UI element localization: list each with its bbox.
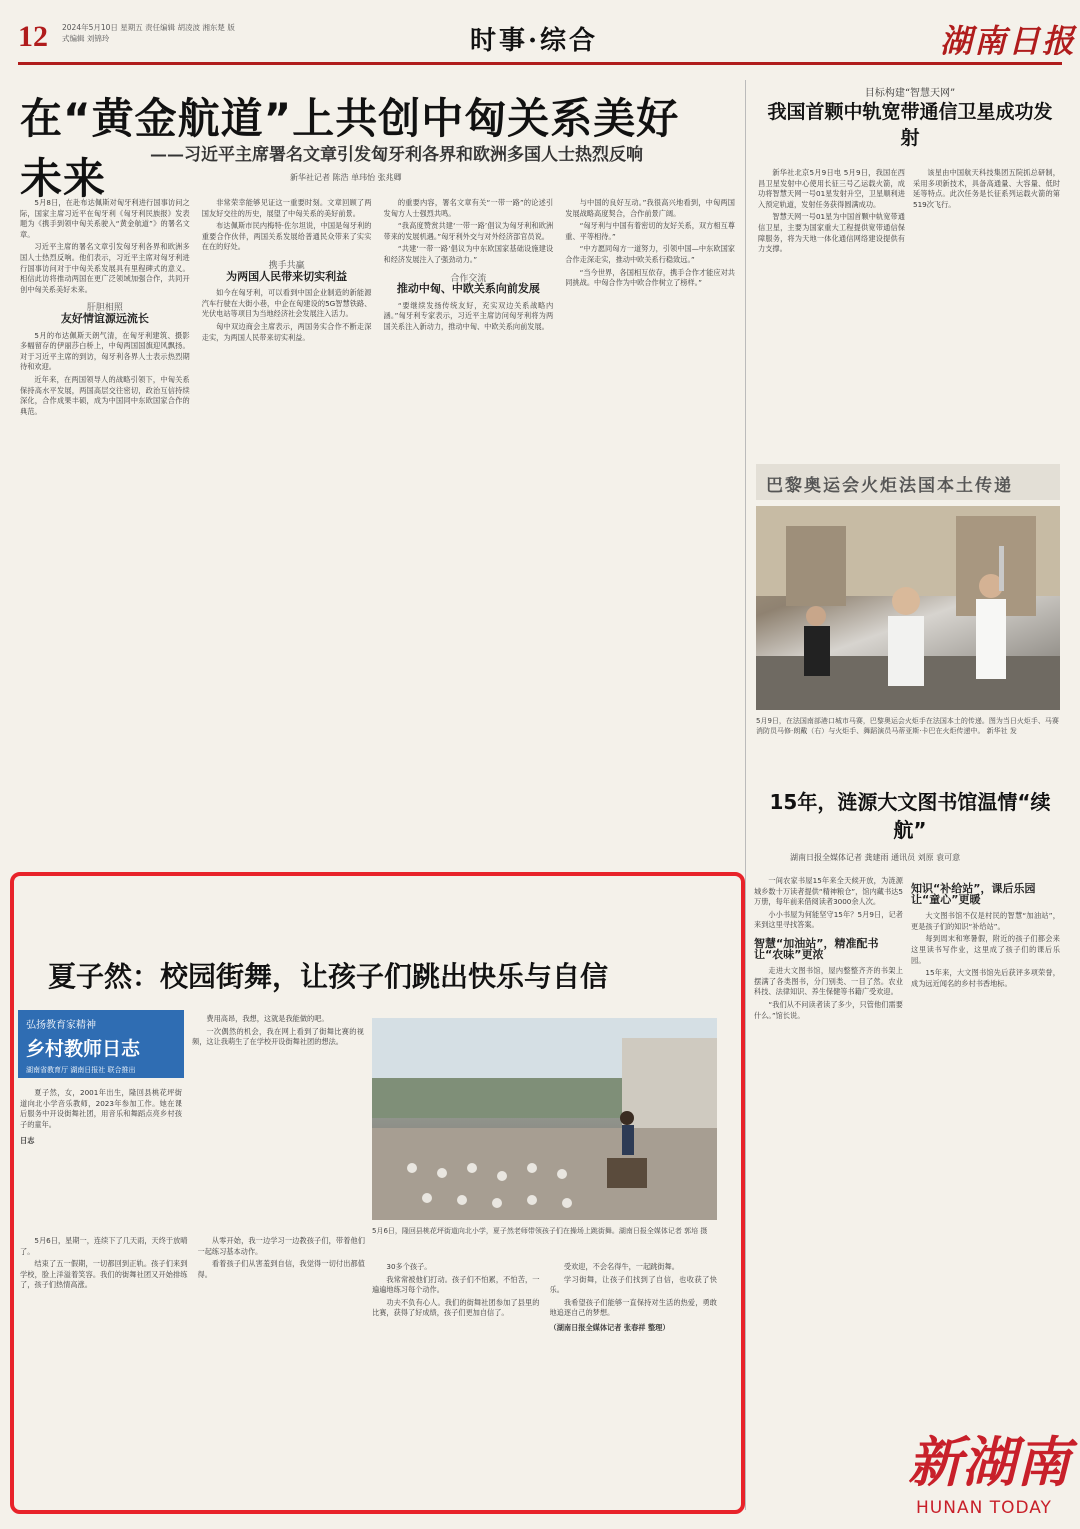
paragraph: 我常常被他们打动。孩子们不怕累，不怕苦，一遍遍地练习每个动作。 [372, 1274, 540, 1295]
library-body [754, 876, 1060, 1406]
paragraph: 功夫不负有心人。我们的街舞社团参加了县里的比赛，获得了好成绩，孩子们更加自信了。 [372, 1297, 540, 1318]
paragraph: “匈牙利与中国有着密切的友好关系，双方相互尊重、平等相待。” [565, 221, 735, 241]
lead-column-4 [565, 198, 735, 870]
paragraph: 非常荣幸能够见证这一重要时刻。文章回顾了两国友好交往的历史，展望了中匈关系的美好前景。 [201, 198, 372, 218]
lead-headline: 在“黄金航道”上共创中匈关系美好未来 [20, 94, 680, 203]
lead-byline: 新华社记者 陈浩 单玮怡 张兆卿 [290, 173, 402, 182]
satellite-headline: 我国首颗中轨宽带通信卫星成功发射 [767, 101, 1053, 149]
subhead-title: 为两国人民带来切实利益 [226, 269, 348, 283]
dance-column-2-top [192, 1014, 364, 1234]
paragraph: 一次偶然的机会，我在网上看到了街舞比赛的视频，这让我萌生了在学校开设街舞社团的想法。 [192, 1026, 364, 1047]
paragraph: 5月8日，在赴布达佩斯对匈牙利进行国事访问之际，国家主席习近平在匈牙利《匈牙利民族报》发表题为《携手到领中匈关系驶入“黄金航道”》的署名文章。 [20, 198, 190, 239]
watermark-sub: HUNAN TODAY [916, 1498, 1052, 1518]
paragraph: 15年来，大文图书馆先后获评多项荣誉，成为远近闻名的乡村书香地标。 [911, 968, 1060, 988]
torch-relay-caption: 5月9日，在法国南部港口城市马赛，巴黎奥运会火炬手在法国本土的传递。图为当日火炬手、马赛消防员马修·朗戴（右）与火炬手、舞蹈演员马蒂亚斯·卡巴在火炬传递中。 新华社 发 [756, 717, 1059, 735]
torch-relay-photo [756, 506, 1060, 710]
page-number: 12 [18, 20, 48, 53]
paragraph: 习近平主席的署名文章引发匈牙利各界和欧洲多国人士热烈反响。他们表示，习近平主席对匈牙利进行国事访问对于中匈关系发展具有里程碑式的意义。相信此访将推动两国在更广泛领域加强合作，共同开创中匈关系美好未来。 [20, 242, 190, 294]
paragraph: 的重要内容，署名文章有关“一带一路”的论述引发匈方人士强烈共鸣。 [383, 198, 554, 218]
street-dance-caption: 5月6日，隆回县桃花坪街道向北小学，夏子然老师带领孩子们在操场上跳街舞。湖南日报全媒体记者 郭培 摄 [372, 1227, 708, 1235]
column-divider [745, 80, 746, 1510]
library-byline: 湖南日报全媒体记者 龚建雨 通讯员 刘原 袁可意 [790, 853, 961, 862]
paragraph: 费用高昂，我想，这就是我能做的吧。 [206, 1014, 329, 1023]
dance-headline: 夏子然：校园街舞，让孩子们跳出快乐与自信 [48, 960, 609, 993]
paragraph: 学习街舞，让孩子们找到了自信，也收获了快乐。 [549, 1274, 717, 1295]
subhead-kicker: 肝胆相照 [86, 303, 123, 314]
page-meta: 2024年5月10日 星期五 责任编辑 胡凌波 湘东楚 版式编辑 刘锦玲 [62, 23, 235, 43]
library-column-2 [911, 876, 1060, 1406]
dance-body-right [372, 1262, 717, 1502]
paragraph: 如今在匈牙利，可以看到中国企业制造的新能源汽车行驶在大街小巷，中企在匈建设的5G智慧铁路、光伏电站等项目为当地经济社会发展注入活力。 [201, 288, 372, 319]
library-subhead-2 [911, 884, 1060, 905]
paragraph: 从零开始，我一边学习一边教孩子们，带着他们一起练习基本动作。 [197, 1236, 365, 1256]
badge-kicker: 弘扬教育家精神 [26, 1020, 96, 1031]
satellite-header [760, 84, 1060, 151]
street-dance-photo [372, 1018, 717, 1220]
satellite-kicker: 目标构建“智慧天网” [864, 88, 956, 99]
paragraph: 大文图书馆不仅是村民的智慧“加油站”，更是孩子们的知识“补给站”。 [911, 911, 1060, 931]
paragraph: 结束了五一假期，一切都回到正轨。孩子们来到学校，脸上洋溢着笑容。我们的街舞社团又开始排练了，孩子们热情高涨。 [20, 1259, 188, 1290]
subhead-1 [20, 303, 190, 324]
library-headline: 15年，涟源大文图书馆温情“续航” [769, 790, 1051, 842]
paragraph: 30多个孩子。 [386, 1262, 432, 1271]
badge-sub: 湖南省教育厅 湖南日报社 联合推出 [26, 1066, 136, 1074]
paragraph: 每到周末和寒暑假，附近的孩子们都会来这里读书写作业，这里成了孩子们的课后乐园。 [911, 934, 1060, 965]
dance-signature: （湖南日报全媒体记者 张春祥 整理） [549, 1322, 670, 1332]
satellite-column-1 [758, 168, 905, 438]
satellite-body [758, 168, 1060, 438]
paragraph: “中方愿同匈方一道努力，引领中国—中东欧国家合作走深走实，推动中欧关系行稳致远。” [565, 244, 735, 264]
lead-column-2 [202, 198, 372, 870]
library-column-1 [754, 876, 903, 1406]
library-subhead-1 [754, 936, 903, 961]
teacher-profile [20, 1088, 182, 1228]
subhead-kicker: 合作交流 [450, 273, 487, 284]
column-badge [18, 1010, 184, 1078]
subhead-2 [202, 261, 372, 282]
lead-body [20, 198, 735, 870]
header-rule [18, 62, 1062, 65]
paragraph: 匈中双边商会主席表示，两国务实合作不断走深走实，为两国人民带来切实利益。 [201, 321, 372, 342]
diary-label: 日志 [20, 1136, 35, 1146]
paragraph: 一间农家书屋15年来全天候开放，为涟源城乡数十万读者提供“精神粮仓”，馆内藏书达5万册，每年前来借阅读者3000余人次。 [754, 876, 903, 907]
paragraph: 与中国的良好互动。”我很高兴地看到，中匈两国发展战略高度契合，合作前景广阔。 [565, 198, 735, 218]
subhead-kicker: 携手共赢 [268, 260, 305, 271]
paragraph: 智慧天网一号01星为中国首颗中轨宽带通信卫星，主要为国家重大工程提供宽带通信保障服务，将为天地一体化通信网络建设提供有力支撑。 [758, 212, 905, 254]
paragraph: “我高度赞赏共建‘一带一路’倡议为匈牙利和欧洲带来的发展机遇。”匈牙利外交与对外经济部官员说。 [383, 221, 554, 241]
paragraph: 5月6日，星期一，连续下了几天雨，天终于放晴了。 [20, 1236, 188, 1256]
paragraph: 5月的布达佩斯天朗气清，在匈牙利建筑、摄影多幅留存的伊丽莎白桥上，中匈两国国旗迎风飘扬。对于习近平主席的到访，匈牙利各界人士表示热烈期待和欢迎。 [20, 330, 190, 372]
subhead-title: 友好情谊源远流长 [60, 311, 149, 325]
dance-column-3 [372, 1262, 540, 1502]
paragraph: “我们从不问读者读了多少，只管他们需要什么。”馆长说。 [754, 999, 903, 1020]
section-title: 时事·综合 [470, 26, 599, 56]
paragraph: 小小书屋为何能坚守15年？5月9日，记者来到这里寻找答案。 [754, 909, 903, 930]
paragraph: 受欢迎，不会名得牛，一起跳街舞。 [563, 1262, 679, 1271]
paragraph: 看着孩子们从害羞到自信，我觉得一切付出都值得。 [197, 1259, 365, 1279]
lead-column-3 [384, 198, 554, 870]
subhead-title: 知识“补给站”，课后乐园让“童心”更暖 [911, 882, 1036, 906]
dance-column-4 [550, 1262, 718, 1502]
lead-subheadline: ——习近平主席署名文章引发匈牙利各界和欧洲多国人士热烈反响 [150, 145, 643, 165]
subhead-3 [384, 274, 554, 295]
paragraph: 我希望孩子们能够一直保持对生活的热爱，勇敢地追逐自己的梦想。 [549, 1297, 717, 1318]
paragraph: 夏子然，女，2001年出生，隆回县桃花坪街道向北小学音乐教师，2023年参加工作。她在课后服务中开设街舞社团，用音乐和舞蹈点亮乡村孩子的童年。 [20, 1088, 182, 1129]
street-dance-illustration [372, 1018, 717, 1220]
dance-body-left [20, 1236, 365, 1501]
torch-relay-illustration [756, 506, 1060, 710]
badge-title: 乡村教师日志 [26, 1038, 141, 1060]
subhead-title: 智慧“加油站”，精准配书让“农味”更浓 [754, 936, 879, 961]
paragraph: 走进大文图书馆，屋内整整齐齐的书架上摆满了各类图书，分门别类、一目了然。农业科技、法律知识、养生保健等书籍广受欢迎。 [754, 966, 903, 997]
dance-column-1 [20, 1236, 188, 1501]
watermark-logo: 新湖南 [908, 1430, 1070, 1494]
lead-column-1 [20, 198, 190, 870]
paragraph: “共建‘一带一路’倡议为中东欧国家基础设施建设和经济发展注入了强劲动力。” [383, 244, 554, 264]
olympic-bar-title: 巴黎奥运会火炬法国本土传递 [756, 464, 1060, 500]
paragraph: 新华社北京5月9日电 5月9日，我国在西昌卫星发射中心使用长征三号乙运载火箭，成功将智慧天网一号01星发射升空，卫星顺利进入预定轨道，发射任务获得圆满成功。 [758, 168, 905, 209]
paragraph: 布达佩斯市民内梅特·佐尔坦说，中国是匈牙利的重要合作伙伴，两国关系发展给普通民众带来了实实在在的好处。 [201, 221, 372, 252]
paragraph: “要继续发扬传统友好，充实双边关系战略内涵。”匈牙利专家表示，习近平主席访问匈牙利将为两国关系注入新动力，推动中匈、中欧关系向前发展。 [383, 300, 554, 331]
satellite-column-2 [913, 168, 1060, 438]
paragraph: “当今世界，各国相互依存，携手合作才能应对共同挑战。中匈合作为中欧合作树立了榜样。” [565, 267, 735, 288]
paragraph: 近年来，在两国领导人的战略引领下，中匈关系保持高水平发展，两国高层交往密切，政治互信持续深化，合作成果丰硕，成为中国同中东欧国家合作的典范。 [20, 374, 190, 416]
newspaper-logo: 湖南日报 [940, 22, 1077, 60]
subhead-title: 推动中匈、中欧关系向前发展 [396, 282, 540, 296]
dance-column-2 [198, 1236, 366, 1501]
paragraph: 该星由中国航天科技集团五院抓总研制，采用多项新技术，具备高通量、大容量、低时延等特点。此次任务是长征系列运载火箭的第519次飞行。 [913, 168, 1060, 209]
